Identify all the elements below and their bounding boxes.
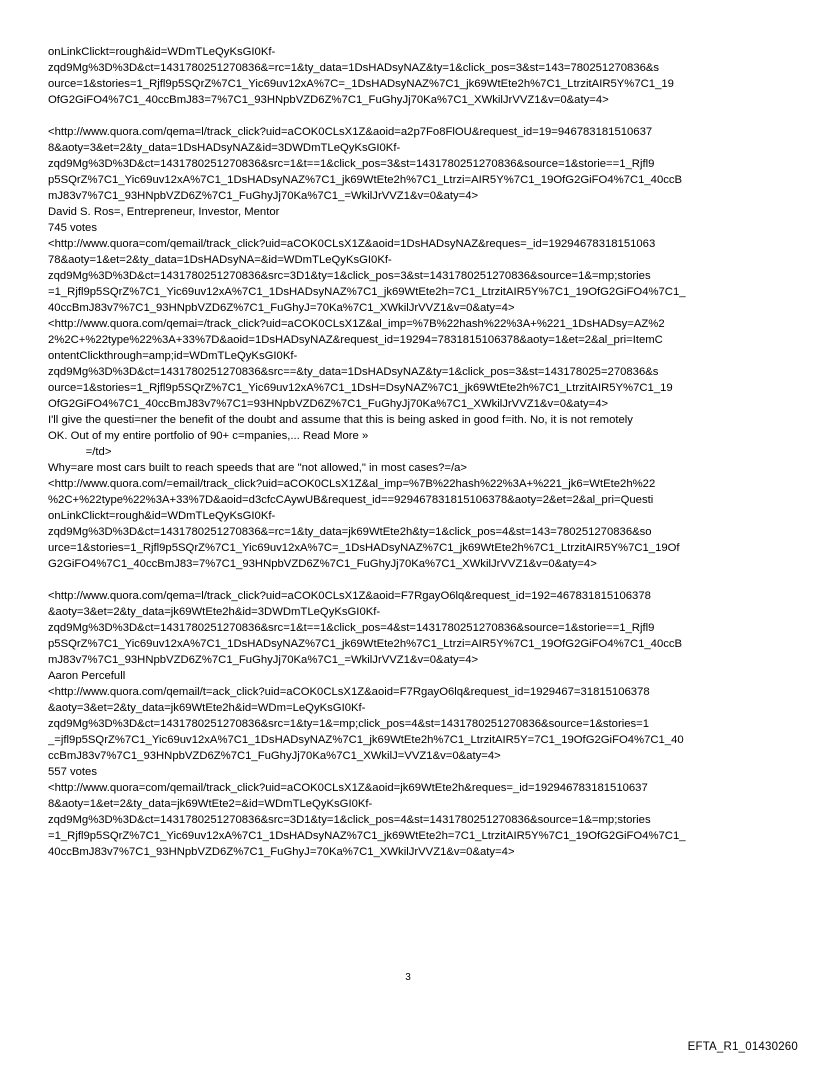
text-line: G2GiFO4%7C1_40ccBmJ83=7%7C1_93HNpbVZD6Z%7C1_FuGhyJj70Ka%7C1_XWkilJrVVZ1&v=0&aty=4> [48, 558, 597, 570]
text-line: 745 votes [48, 222, 97, 234]
text-line: onLinkClickt=rough&id=WDmTLeQyKsGI0Kf- [48, 510, 276, 522]
text-line: Why=are most cars built to reach speeds that are "not allowed," in most cases?=/a> [48, 462, 467, 474]
text-line: 40ccBmJ83v7%7C1_93HNpbVZD6Z%7C1_FuGhyJ=70Ka%7C1_XWkilJrVVZ1&v=0&aty=4> [48, 846, 515, 858]
text-line: I'll give the questi=ner the benefit of the doubt and assume that this is being asked in good f=ith. No, it is not remotely [48, 414, 633, 426]
text-line: Aaron Percefull [48, 670, 126, 682]
text-line: 557 votes [48, 766, 97, 778]
text-line: <http://www.quora=com/qemail/track_click?uid=aCOK0CLsX1Z&aoid=1DsHADsyNAZ&reques=_id=19294678318151063 [48, 238, 656, 250]
text-line: zqd9Mg%3D%3D&ct=1431780251270836&src=3D1&ty=1&click_pos=3&st=1431780251270836&source=1&=mp;stories [48, 270, 651, 282]
text-line: zqd9Mg%3D%3D&ct=1431780251270836&src==&ty_data=1DsHADsyNAZ&ty=1&click_pos=3&st=143178025=270836&s [48, 366, 659, 378]
text-line: ource=1&stories=1_Rjfl9p5SQrZ%7C1_Yic69uv12xA%7C=_1DsHADsyNAZ%7C1_jk69WtEte2h%7C1_LtrzitAIR5Y%7C1_19 [48, 78, 674, 90]
text-line: zqd9Mg%3D%3D&ct=1431780251270836&src=1&t==1&click_pos=3&st=1431780251270836&source=1&storie==1_Rjfl9 [48, 158, 655, 170]
text-line: ontentClickthrough=amp;id=WDmTLeQyKsGI0Kf- [48, 350, 298, 362]
text-line: =1_Rjfl9p5SQrZ%7C1_Yic69uv12xA%7C1_1DsHADsyNAZ%7C1_jk69WtEte2h=7C1_LtrzitAIR5Y%7C1_19OfG2GiFO4%7C1_ [48, 830, 686, 842]
text-line: onLinkClickt=rough&id=WDmTLeQyKsGI0Kf- [48, 46, 276, 58]
text-line: 8&aoty=1&et=2&ty_data=jk69WtEte2=&id=WDmTLeQyKsGI0Kf- [48, 798, 373, 810]
text-line [48, 108, 772, 124]
text-line: &aoty=3&et=2&ty_data=jk69WtEte2h&id=WDm=LeQyKsGI0Kf- [48, 702, 366, 714]
text-line: <http://www.quora.com/qemail/t=ack_click?uid=aCOK0CLsX1Z&aoid=F7RgayO6lq&request_id=1929467=31815106378 [48, 686, 650, 698]
text-line: <http://www.quora.com/qemai=/track_click?uid=aCOK0CLsX1Z&al_imp=%7B%22hash%22%3A+%221_1DsHADsy=AZ%2 [48, 318, 665, 330]
text-line: OK. Out of my entire portfolio of 90+ c=mpanies,... Read More » [48, 430, 369, 442]
text-line: OfG2GiFO4%7C1_40ccBmJ83=7%7C1_93HNpbVZD6Z%7C1_FuGhyJj70Ka%7C1_XWkilJrVVZ1&v=0&aty=4> [48, 94, 609, 106]
text-line: 78&aoty=1&et=2&ty_data=1DsHADsyNA=&id=WDmTLeQyKsGI0Kf- [48, 254, 392, 266]
text-line: David S. Ros=, Entrepreneur, Investor, Mentor [48, 206, 280, 218]
text-line: <http://www.quora.com/qema=l/track_click?uid=aCOK0CLsX1Z&aoid=F7RgayO6lq&request_id=192=467831815106378 [48, 590, 651, 602]
text-line: 8&aoty=3&et=2&ty_data=1DsHADsyNAZ&id=3DWDmTLeQyKsGI0Kf- [48, 142, 401, 154]
text-line: ccBmJ83v7%7C1_93HNpbVZD6Z%7C1_FuGhyJj70Ka%7C1_XWkilJ=VVZ1&v=0&aty=4> [48, 750, 501, 762]
text-line: <http://www.quora=com/qemail/track_click?uid=aCOK0CLsX1Z&aoid=jk69WtEte2h&reques=_id=192946783181510637 [48, 782, 648, 794]
text-line: OfG2GiFO4%7C1_40ccBmJ83v7%7C1=93HNpbVZD6Z%7C1_FuGhyJj70Ka%7C1_XWkilJrVVZ1&v=0&aty=4> [48, 398, 609, 410]
text-line: _=jfl9p5SQrZ%7C1_Yic69uv12xA%7C1_1DsHADsyNAZ%7C1_jk69WtEte2h%7C1_LtrzitAIR5Y=7C1_19OfG2GiFO4%7C1_40 [48, 734, 684, 746]
text-line: p5SQrZ%7C1_Yic69uv12xA%7C1_1DsHADsyNAZ%7C1_jk69WtEte2h%7C1_Ltrzi=AIR5Y%7C1_19OfG2GiFO4%7C1_40ccB [48, 638, 683, 650]
text-line: zqd9Mg%3D%3D&ct=1431780251270836&src=1&ty=1&=mp;click_pos=4&st=1431780251270836&source=1&stories=1 [48, 718, 650, 730]
text-line: urce=1&stories=1_Rjfl9p5SQrZ%7C1_Yic69uv12xA%7C=_1DsHADsyNAZ%7C1_jk69WtEte2h%7C1_LtrzitAIR5Y%7C1_19Of [48, 542, 680, 554]
text-line: mJ83v7%7C1_93HNpbVZD6Z%7C1_FuGhyJj70Ka%7C1_=WkilJrVVZ1&v=0&aty=4> [48, 190, 479, 202]
page-number: 3 [405, 972, 411, 983]
text-line: %2C+%22type%22%3A+33%7D&aoid=d3cfcCAywUB&request_id==929467831815106378&aoty=2&et=2&al_pri=Questi [48, 494, 654, 506]
text-line: <http://www.quora.com/qema=l/track_click?uid=aCOK0CLsX1Z&aoid=a2p7Fo8FlOU&request_id=19=946783181510637 [48, 126, 653, 138]
email-body-text [48, 44, 772, 860]
text-line: &aoty=3&et=2&ty_data=jk69WtEte2h&id=3DWDmTLeQyKsGI0Kf- [48, 606, 381, 618]
text-line: =1_Rjfl9p5SQrZ%7C1_Yic69uv12xA%7C1_1DsHADsyNAZ%7C1_jk69WtEte2h=7C1_LtrzitAIR5Y%7C1_19OfG2GiFO4%7C1_ [48, 286, 686, 298]
text-line [48, 572, 772, 588]
text-line: 40ccBmJ83v7%7C1_93HNpbVZD6Z%7C1_FuGhyJ=70Ka%7C1_XWkilJrVVZ1&v=0&aty=4> [48, 302, 515, 314]
text-line: <http://www.quora.com/=email/track_click?uid=aCOK0CLsX1Z&al_imp=%7B%22hash%22%3A+%221_jk6=WtEte2h%22 [48, 478, 656, 490]
text-line: zqd9Mg%3D%3D&ct=1431780251270836&=rc=1&ty_data=1DsHADsyNAZ&ty=1&click_pos=3&st=143=780251270836&s [48, 62, 660, 74]
text-line: 2%2C+%22type%22%3A+33%7D&aoid=1DsHADsyNAZ&request_id=19294=7831815106378&aoty=1&et=2&al_pri=ItemC [48, 334, 663, 346]
text-line: ource=1&stories=1_Rjfl9p5SQrZ%7C1_Yic69uv12xA%7C1_1DsH=DsyNAZ%7C1_jk69WtEte2h%7C1_LtrzitAIR5Y%7C1_19 [48, 382, 673, 394]
text-line: zqd9Mg%3D%3D&ct=1431780251270836&=rc=1&ty_data=jk69WtEte2h&ty=1&click_pos=4&st=143=780251270836&so [48, 526, 652, 538]
text-line: p5SQrZ%7C1_Yic69uv12xA%7C1_1DsHADsyNAZ%7C1_jk69WtEte2h%7C1_Ltrzi=AIR5Y%7C1_19OfG2GiFO4%7C1_40ccB [48, 174, 683, 186]
text-line: zqd9Mg%3D%3D&ct=1431780251270836&src=3D1&ty=1&click_pos=4&st=1431780251270836&source=1&=mp;stories [48, 814, 651, 826]
document-id: EFTA_R1_01430260 [687, 1041, 798, 1053]
text-line: zqd9Mg%3D%3D&ct=1431780251270836&src=1&t==1&click_pos=4&st=1431780251270836&source=1&storie==1_Rjfl9 [48, 622, 655, 634]
text-line: mJ83v7%7C1_93HNpbVZD6Z%7C1_FuGhyJj70Ka%7C1_=WkilJrVVZ1&v=0&aty=4> [48, 654, 479, 666]
text-line: =/td> [48, 446, 112, 458]
